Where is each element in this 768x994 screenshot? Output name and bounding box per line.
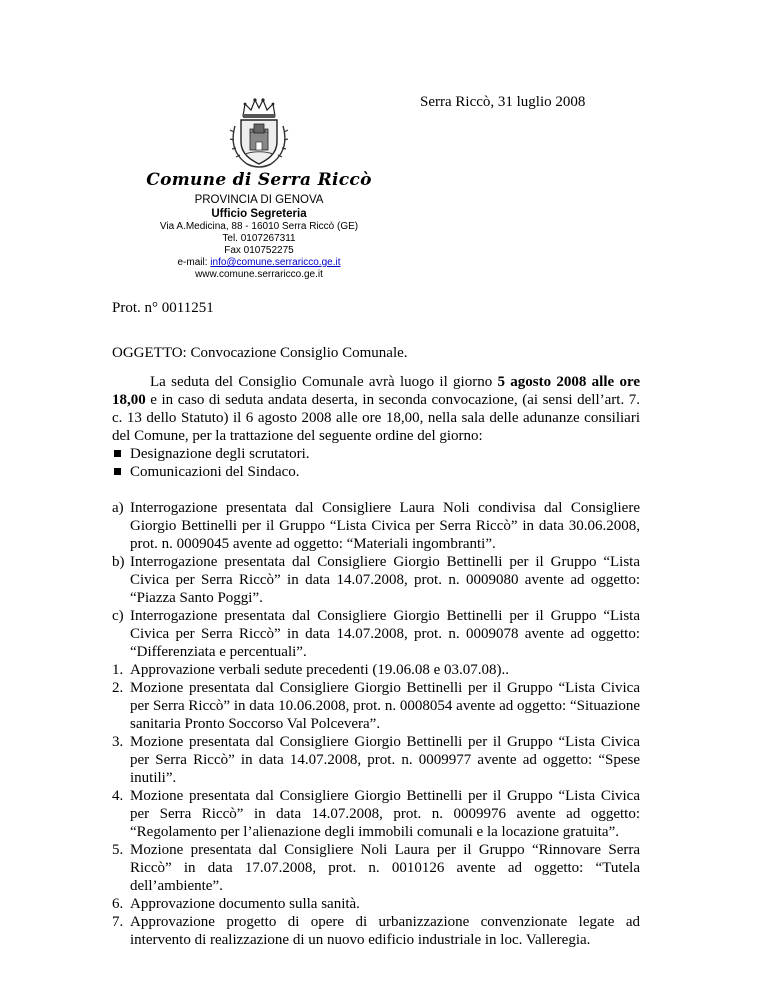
municipality-name: Comune di Serra Riccò	[146, 170, 372, 190]
agenda-text: Approvazione documento sulla sanità.	[130, 896, 360, 912]
intro-paragraph	[112, 373, 640, 445]
document-date: Serra Riccò, 31 luglio 2008	[420, 94, 586, 110]
agenda-list	[112, 499, 640, 949]
email-line	[150, 257, 368, 269]
protocol-number: Prot. n° 0011251	[112, 300, 214, 316]
website: www.comune.serraricco.ge.it	[195, 269, 323, 280]
agenda-marker: a)	[112, 500, 124, 516]
bullet-item: Comunicazioni del Sindaco.	[112, 463, 640, 481]
document-body	[112, 373, 640, 949]
agenda-marker: b)	[112, 554, 125, 570]
agenda-item	[112, 733, 640, 787]
address: Via A.Medicina, 88 - 16010 Serra Riccò (GE)	[159, 221, 359, 232]
bullet-item: Designazione degli scrutatori.	[112, 445, 640, 463]
agenda-text: Mozione presentata dal Consigliere Giorgio Bettinelli per il Gruppo “Lista Civica per Serra Riccò” in data 10.06.2008, prot. n. 0008054 avente ad oggetto: “Situazione sanitaria Pronto Soccorso Val Polcevera”.	[130, 680, 640, 732]
email-link[interactable]: info@comune.serraricco.ge.it	[210, 257, 341, 268]
meeting-date-time: 5 agosto 2008 alle ore 18,00	[112, 374, 640, 408]
agenda-text: Mozione presentata dal Consigliere Giorgio Bettinelli per il Gruppo “Lista Civica per Serra Riccò” in data 14.07.2008, prot. n. 0009977 avente ad oggetto: “Spese inutili”.	[130, 734, 640, 786]
agenda-item	[112, 553, 640, 607]
agenda-item	[112, 841, 640, 895]
agenda-marker: 3.	[112, 734, 124, 750]
agenda-item	[112, 607, 640, 661]
province: PROVINCIA DI GENOVA	[194, 194, 324, 206]
agenda-item	[112, 679, 640, 733]
agenda-item	[112, 661, 640, 679]
agenda-text: Interrogazione presentata dal Consigliere Giorgio Bettinelli per il Gruppo “Lista Civica per Serra Riccò” in data 14.07.2008, prot. n. 0009080 avente ad oggetto: “Piazza Santo Poggi”.	[130, 554, 640, 606]
email-prefix: e-mail:	[177, 257, 211, 268]
agenda-marker: 5.	[112, 842, 124, 858]
agenda-marker: c)	[112, 608, 124, 624]
intro-text-2: e in caso di seduta andata deserta, in seconda convocazione, (ai sensi dell’art. 7. c. 13 dello Statuto) il 6 agosto 2008 alle ore 18,00, nella sala delle adunanze consiliari del Comune, per la trattazione del seguente ordine del giorno:	[112, 392, 640, 444]
intro-text-1: La seduta del Consiglio Comunale avrà luogo il giorno	[150, 374, 498, 390]
agenda-marker: 4.	[112, 788, 124, 804]
agenda-item	[112, 499, 640, 553]
letterhead	[146, 96, 372, 281]
agenda-marker: 7.	[112, 914, 124, 930]
agenda-marker: 6.	[112, 896, 124, 912]
agenda-text: Interrogazione presentata dal Consigliere Laura Noli condivisa dal Consigliere Giorgio Bettinelli per il Gruppo “Lista Civica per Serra Riccò” in data 30.06.2008, prot. n. 0009045 avente ad oggetto: “Materiali ingombranti”.	[130, 500, 640, 552]
agenda-text: Approvazione verbali sedute precedenti (19.06.08 e 03.07.08)..	[130, 662, 510, 678]
agenda-item	[112, 787, 640, 841]
municipal-crest-icon	[225, 96, 293, 170]
agenda-item	[112, 895, 640, 913]
agenda-item	[112, 913, 640, 949]
subject-line: OGGETTO: Convocazione Consiglio Comunale.	[112, 345, 408, 361]
agenda-text: Approvazione progetto di opere di urbanizzazione convenzionate legate ad intervento di realizzazione di un nuovo edificio industriale in loc. Valleregia.	[130, 914, 640, 948]
agenda-text: Interrogazione presentata dal Consigliere Giorgio Bettinelli per il Gruppo “Lista Civica per Serra Riccò” in data 14.07.2008, prot. n. 0009078 avente ad oggetto: “Differenziata e percentuali”.	[130, 608, 640, 660]
fax: Fax 010752275	[224, 245, 294, 256]
agenda-text: Mozione presentata dal Consigliere Noli Laura per il Gruppo “Rinnovare Serra Riccò” in data 17.07.2008, prot. n. 0010126 avente ad oggetto: “Tutela dell’ambiente”.	[130, 842, 640, 894]
agenda-text: Mozione presentata dal Consigliere Giorgio Bettinelli per il Gruppo “Lista Civica per Serra Riccò” in data 14.07.2008, prot. n. 0009976 avente ad oggetto: “Regolamento per l’alienazione degli immobili comunali e la locazione gratuita”.	[130, 788, 640, 840]
telephone: Tel. 0107267311	[222, 233, 296, 244]
agenda-marker: 2.	[112, 680, 124, 696]
agenda-marker: 1.	[112, 662, 124, 678]
bullet-list	[112, 445, 640, 481]
office-name: Ufficio Segreteria	[211, 208, 307, 220]
